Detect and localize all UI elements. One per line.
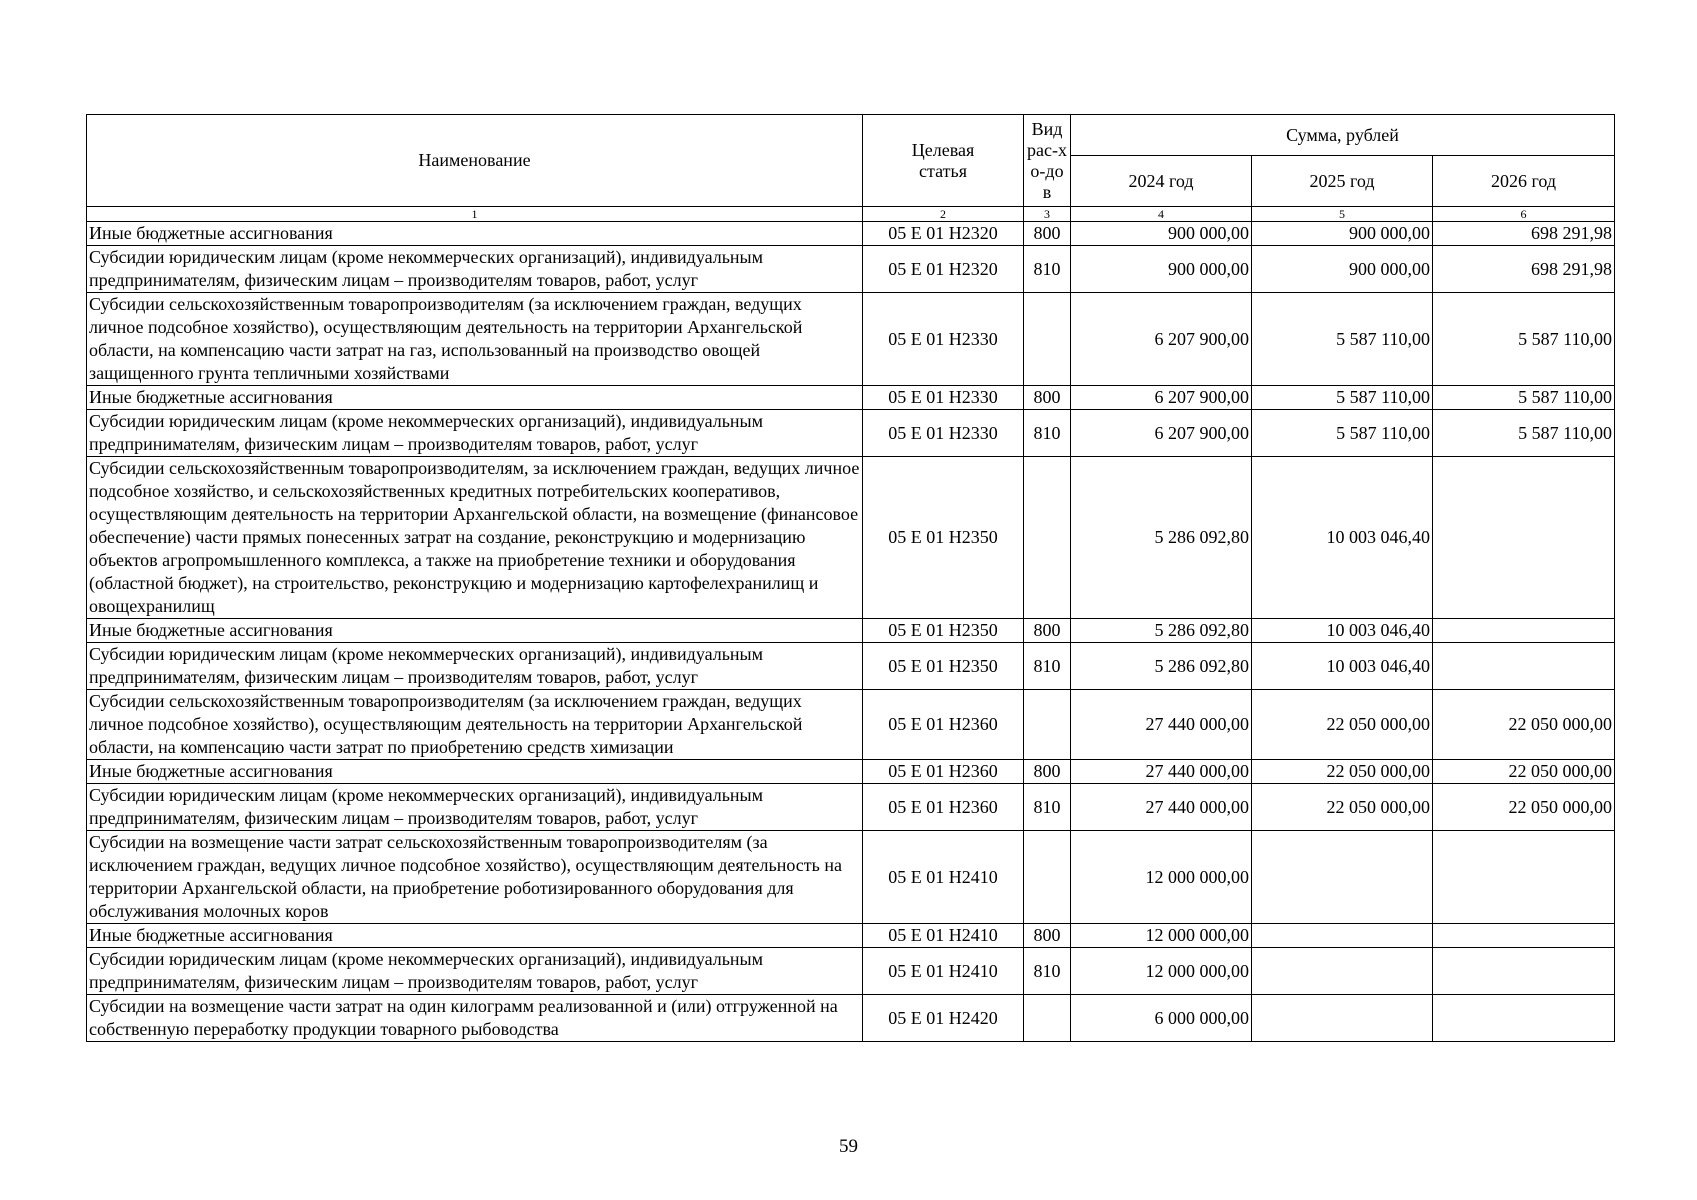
column-number: 5 xyxy=(1252,207,1433,222)
row-target-article-cell: 05 Е 01 Н2420 xyxy=(863,995,1024,1042)
header-year-2024: 2024 год xyxy=(1071,156,1252,207)
row-amount-2024-cell: 12 000 000,00 xyxy=(1071,831,1252,924)
row-name-cell: Субсидии юридическим лицам (кроме некоммерческих организаций), индивидуальным предпринимателям, физическим лицам – производителям товаров, работ, услуг xyxy=(87,948,863,995)
row-expense-type-cell xyxy=(1024,293,1071,386)
row-name-cell: Субсидии юридическим лицам (кроме некоммерческих организаций), индивидуальным предпринимателям, физическим лицам – производителям товаров, работ, услуг xyxy=(87,246,863,293)
row-amount-2024-cell: 5 286 092,80 xyxy=(1071,619,1252,643)
row-amount-2024-cell: 5 286 092,80 xyxy=(1071,643,1252,690)
row-expense-type-cell: 810 xyxy=(1024,410,1071,457)
row-name-cell: Иные бюджетные ассигнования xyxy=(87,386,863,410)
row-amount-2026-cell: 22 050 000,00 xyxy=(1433,690,1615,760)
row-name-cell: Субсидии юридическим лицам (кроме некоммерческих организаций), индивидуальным предпринимателям, физическим лицам – производителям товаров, работ, услуг xyxy=(87,784,863,831)
table-header xyxy=(87,115,1615,222)
row-amount-2026-cell xyxy=(1433,457,1615,619)
row-amount-2025-cell: 900 000,00 xyxy=(1252,222,1433,246)
row-amount-2025-cell: 22 050 000,00 xyxy=(1252,760,1433,784)
column-number: 1 xyxy=(87,207,863,222)
row-amount-2025-cell: 10 003 046,40 xyxy=(1252,619,1433,643)
row-name-cell: Субсидии сельскохозяйственным товаропроизводителям (за исключением граждан, ведущих личное подсобное хозяйство), осуществляющим деятельность на территории Архангельской области, на компенсацию части затрат на газ, использованный на производство овощей защищенного грунта тепличными хозяйствами xyxy=(87,293,863,386)
row-target-article-cell: 05 Е 01 Н2330 xyxy=(863,386,1024,410)
row-expense-type-cell xyxy=(1024,995,1071,1042)
row-expense-type-cell: 800 xyxy=(1024,222,1071,246)
header-year-2025: 2025 год xyxy=(1252,156,1433,207)
row-expense-type-cell xyxy=(1024,457,1071,619)
row-amount-2026-cell xyxy=(1433,831,1615,924)
row-amount-2025-cell xyxy=(1252,948,1433,995)
row-name-cell: Субсидии сельскохозяйственным товаропроизводителям, за исключением граждан, ведущих личное подсобное хозяйство, и сельскохозяйственных кредитных потребительских кооперативов, осуществляющим деятельность на территории Архангельской области, на возмещение (финансовое обеспечение) части прямых понесенных затрат на создание, реконструкцию и модернизацию объектов агропромышленного комплекса, а также на приобретение техники и оборудования (областной бюджет), на строительство, реконструкцию и модернизацию картофелехранилищ и овощехранилищ xyxy=(87,457,863,619)
row-amount-2026-cell xyxy=(1433,643,1615,690)
table-row xyxy=(87,948,1615,995)
table-row xyxy=(87,995,1615,1042)
row-name-cell: Иные бюджетные ассигнования xyxy=(87,222,863,246)
table-row xyxy=(87,386,1615,410)
row-amount-2024-cell: 6 207 900,00 xyxy=(1071,410,1252,457)
row-amount-2024-cell: 900 000,00 xyxy=(1071,222,1252,246)
table-row xyxy=(87,643,1615,690)
page-number: 59 xyxy=(839,1136,858,1157)
row-target-article-cell: 05 Е 01 Н2350 xyxy=(863,457,1024,619)
row-target-article-cell: 05 Е 01 Н2360 xyxy=(863,760,1024,784)
row-target-article-cell: 05 Е 01 Н2360 xyxy=(863,690,1024,760)
row-name-cell: Иные бюджетные ассигнования xyxy=(87,619,863,643)
row-name-cell: Субсидии на возмещение части затрат на один килограмм реализованной и (или) отгруженной на собственную переработку продукции товарного рыбоводства xyxy=(87,995,863,1042)
row-expense-type-cell xyxy=(1024,690,1071,760)
column-number: 3 xyxy=(1024,207,1071,222)
row-amount-2025-cell xyxy=(1252,831,1433,924)
header-expense-type xyxy=(1024,115,1071,207)
table-row xyxy=(87,760,1615,784)
row-amount-2024-cell: 6 207 900,00 xyxy=(1071,293,1252,386)
row-target-article-cell: 05 Е 01 Н2330 xyxy=(863,293,1024,386)
row-amount-2025-cell: 22 050 000,00 xyxy=(1252,690,1433,760)
row-amount-2026-cell: 22 050 000,00 xyxy=(1433,784,1615,831)
row-expense-type-cell xyxy=(1024,831,1071,924)
row-expense-type-cell: 810 xyxy=(1024,246,1071,293)
row-amount-2025-cell: 5 587 110,00 xyxy=(1252,386,1433,410)
column-number: 6 xyxy=(1433,207,1615,222)
row-amount-2026-cell xyxy=(1433,995,1615,1042)
row-expense-type-cell: 800 xyxy=(1024,386,1071,410)
row-name-cell: Субсидии на возмещение части затрат сельскохозяйственным товаропроизводителям (за исключением граждан, ведущих личное подсобное хозяйство), осуществляющим деятельность на территории Архангельской области, на приобретение роботизированного оборудования для обслуживания молочных коров xyxy=(87,831,863,924)
row-name-cell: Иные бюджетные ассигнования xyxy=(87,924,863,948)
row-expense-type-cell: 810 xyxy=(1024,784,1071,831)
row-amount-2025-cell: 10 003 046,40 xyxy=(1252,457,1433,619)
header-year-2026: 2026 год xyxy=(1433,156,1615,207)
row-amount-2025-cell xyxy=(1252,924,1433,948)
row-amount-2026-cell: 698 291,98 xyxy=(1433,222,1615,246)
row-target-article-cell: 05 Е 01 Н2320 xyxy=(863,222,1024,246)
row-amount-2026-cell: 22 050 000,00 xyxy=(1433,760,1615,784)
row-expense-type-cell: 800 xyxy=(1024,619,1071,643)
table-row xyxy=(87,924,1615,948)
row-target-article-cell: 05 Е 01 Н2330 xyxy=(863,410,1024,457)
row-name-cell: Субсидии юридическим лицам (кроме некоммерческих организаций), индивидуальным предпринимателям, физическим лицам – производителям товаров, работ, услуг xyxy=(87,643,863,690)
header-sum: Сумма, рублей xyxy=(1071,115,1615,156)
row-expense-type-cell: 800 xyxy=(1024,760,1071,784)
table-row xyxy=(87,784,1615,831)
header-target-article xyxy=(863,115,1024,207)
row-amount-2025-cell: 5 587 110,00 xyxy=(1252,293,1433,386)
row-amount-2026-cell: 5 587 110,00 xyxy=(1433,410,1615,457)
table-row xyxy=(87,246,1615,293)
row-amount-2025-cell: 10 003 046,40 xyxy=(1252,643,1433,690)
row-target-article-cell: 05 Е 01 Н2410 xyxy=(863,924,1024,948)
row-expense-type-cell: 810 xyxy=(1024,948,1071,995)
table-row xyxy=(87,293,1615,386)
row-amount-2024-cell: 27 440 000,00 xyxy=(1071,760,1252,784)
row-amount-2026-cell xyxy=(1433,619,1615,643)
row-amount-2025-cell xyxy=(1252,995,1433,1042)
budget-table xyxy=(86,114,1615,1042)
row-target-article-cell: 05 Е 01 Н2360 xyxy=(863,784,1024,831)
row-target-article-cell: 05 Е 01 Н2410 xyxy=(863,831,1024,924)
column-number: 4 xyxy=(1071,207,1252,222)
row-expense-type-cell: 800 xyxy=(1024,924,1071,948)
row-amount-2024-cell: 12 000 000,00 xyxy=(1071,924,1252,948)
row-amount-2024-cell: 5 286 092,80 xyxy=(1071,457,1252,619)
header-expense-type-text: Вид рас-хо-дов xyxy=(1027,118,1067,202)
row-amount-2024-cell: 27 440 000,00 xyxy=(1071,784,1252,831)
row-name-cell: Иные бюджетные ассигнования xyxy=(87,760,863,784)
row-amount-2024-cell: 6 000 000,00 xyxy=(1071,995,1252,1042)
row-target-article-cell: 05 Е 01 Н2350 xyxy=(863,643,1024,690)
table-row xyxy=(87,831,1615,924)
row-amount-2026-cell: 698 291,98 xyxy=(1433,246,1615,293)
row-amount-2025-cell: 22 050 000,00 xyxy=(1252,784,1433,831)
table-row xyxy=(87,690,1615,760)
column-number: 2 xyxy=(863,207,1024,222)
header-target-article-text: Целевая статья xyxy=(911,139,975,181)
row-amount-2026-cell: 5 587 110,00 xyxy=(1433,293,1615,386)
row-expense-type-cell: 810 xyxy=(1024,643,1071,690)
row-amount-2024-cell: 27 440 000,00 xyxy=(1071,690,1252,760)
column-numbers-row xyxy=(87,207,1615,222)
row-amount-2024-cell: 12 000 000,00 xyxy=(1071,948,1252,995)
header-name: Наименование xyxy=(87,115,863,207)
row-amount-2025-cell: 900 000,00 xyxy=(1252,246,1433,293)
row-amount-2024-cell: 900 000,00 xyxy=(1071,246,1252,293)
row-amount-2026-cell xyxy=(1433,948,1615,995)
table-row xyxy=(87,222,1615,246)
row-target-article-cell: 05 Е 01 Н2320 xyxy=(863,246,1024,293)
row-amount-2025-cell: 5 587 110,00 xyxy=(1252,410,1433,457)
table-row xyxy=(87,410,1615,457)
table-row xyxy=(87,457,1615,619)
row-name-cell: Субсидии юридическим лицам (кроме некоммерческих организаций), индивидуальным предпринимателям, физическим лицам – производителям товаров, работ, услуг xyxy=(87,410,863,457)
table-body xyxy=(87,222,1615,1042)
row-amount-2026-cell: 5 587 110,00 xyxy=(1433,386,1615,410)
row-target-article-cell: 05 Е 01 Н2350 xyxy=(863,619,1024,643)
row-target-article-cell: 05 Е 01 Н2410 xyxy=(863,948,1024,995)
row-amount-2026-cell xyxy=(1433,924,1615,948)
row-name-cell: Субсидии сельскохозяйственным товаропроизводителям (за исключением граждан, ведущих личное подсобное хозяйство), осуществляющим деятельность на территории Архангельской области, на компенсацию части затрат по приобретению средств химизации xyxy=(87,690,863,760)
row-amount-2024-cell: 6 207 900,00 xyxy=(1071,386,1252,410)
table-row xyxy=(87,619,1615,643)
